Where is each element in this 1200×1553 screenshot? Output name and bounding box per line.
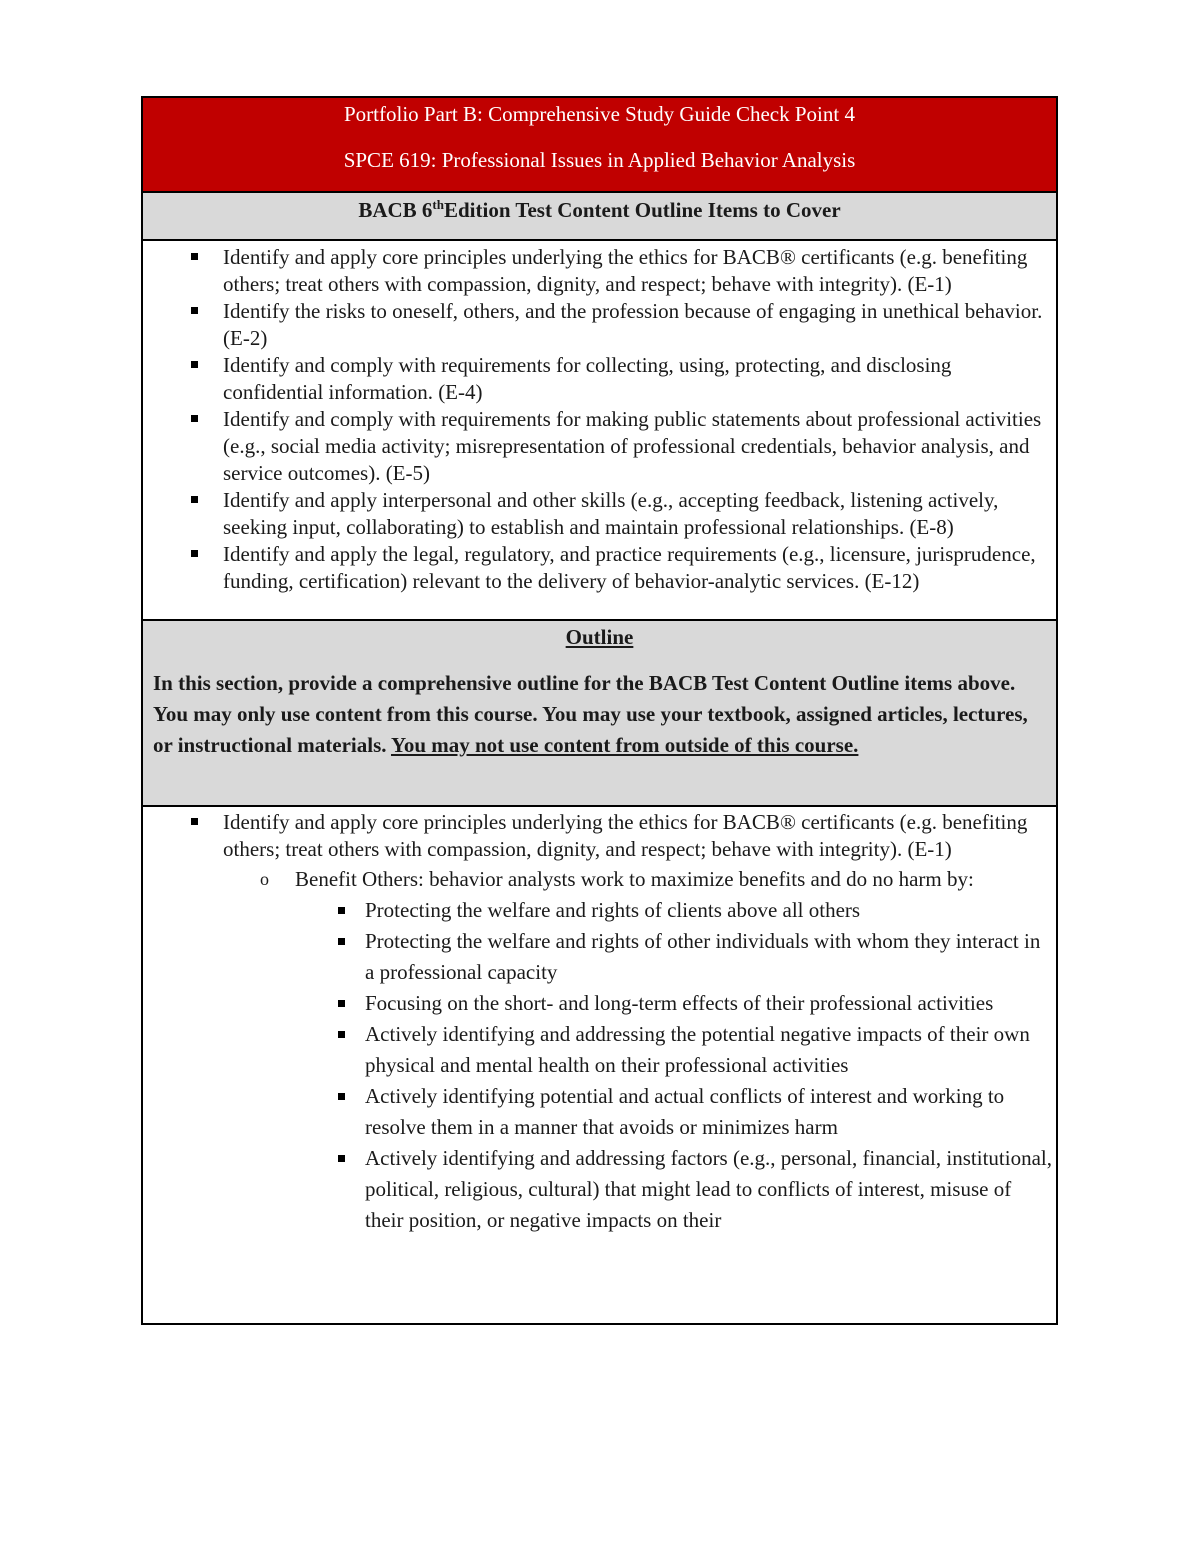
outline-heading-cell (142, 620, 1057, 806)
list-item: Identify and comply with requirements for making public statements about professional activities (e.g., social media activity; misrepresentation of professional credentials, behavior analysis, and service outcomes). (E-5) (143, 406, 1056, 487)
list-item: Identify and apply core principles underlying the ethics for BACB® certificants (e.g. benefiting others; treat others with compassion, dignity, and respect; behave with integrity). (E-1) o Benefit Others: behavior analysts work to maximize benefits and do no harm by: Protecting the welfare and rights of clients above all others Protecting the welfare and rights of other individuals with whom they interact in a professional capacity Focusing on the short- and long-term effects of their professional activities Actively identifying and addressing the potential negative impacts of their own physical and mental health on their professional activities Actively identifying potential and actual conflicts of interest and working to resolve them in a manner that avoids or minimizes harm Actively identifying and addressing factors (e.g., personal, financial, institutional, political, religious, cultural) that might lead to conflicts of interest, misuse of their position, or negative impacts on their (143, 809, 1056, 1236)
content-items-list (143, 244, 1056, 595)
document-title: Portfolio Part B: Comprehensive Study Guide Check Point 4 (344, 102, 855, 126)
circle-bullet-icon: o (260, 869, 269, 889)
outline-body-cell (142, 806, 1057, 1324)
study-guide-table (141, 96, 1058, 1325)
items-heading-cell (142, 192, 1057, 240)
outline-title: Outline (565, 625, 634, 649)
list-item: Identify and apply core principles underlying the ethics for BACB® certificants (e.g. benefiting others; treat others with compassion, dignity, and respect; behave with integrity). (E-1) (143, 244, 1056, 298)
list-item: Protecting the welfare and rights of other individuals with whom they interact in a professional capacity (295, 926, 1052, 988)
list-item: Actively identifying potential and actual conflicts of interest and working to resolve them in a manner that avoids or minimizes harm (295, 1081, 1052, 1143)
items-heading: BACB 6thEdition Test Content Outline Items to Cover (358, 197, 841, 222)
sub-list-item: o Benefit Others: behavior analysts work to maximize benefits and do no harm by: Protecting the welfare and rights of clients above all others Protecting the welfare and rights of other individuals with whom they interact in a professional capacity Focusing on the short- and long-term effects of their professional activities Actively identifying and addressing the potential negative impacts of their own physical and mental health on their professional activities Actively identifying potential and actual conflicts of interest and working to resolve them in a manner that avoids or minimizes harm Actively identifying and addressing factors (e.g., personal, financial, institutional, political, religious, cultural) that might lead to conflicts of interest, misuse of their position, or negative impacts on their (143, 863, 1052, 1236)
outline-list (143, 809, 1056, 1236)
outline-instructions: In this section, provide a comprehensive outline for the BACB Test Content Outline items above. You may only use content from this course. You may use your textbook, assigned articles, lectures, or instructional materials. You may not use content from outside of this course. (153, 671, 1028, 757)
outline-warning: You may not use content from outside of this course. (390, 733, 859, 757)
list-item: Identify and apply interpersonal and other skills (e.g., accepting feedback, listening actively, seeking input, collaborating) to establish and maintain professional relationships. (E-8) (143, 487, 1056, 541)
list-item: Actively identifying and addressing factors (e.g., personal, financial, institutional, political, religious, cultural) that might lead to conflicts of interest, misuse of their position, or negative impacts on their (295, 1143, 1052, 1236)
list-item: Focusing on the short- and long-term effects of their professional activities (295, 988, 1052, 1019)
list-item: Actively identifying and addressing the potential negative impacts of their own physical and mental health on their professional activities (295, 1019, 1052, 1081)
header-cell (142, 97, 1057, 192)
points-list (143, 895, 1052, 1236)
course-title: SPCE 619: Professional Issues in Applied Behavior Analysis (343, 148, 856, 172)
sub-list (143, 863, 1052, 1236)
list-item: Identify and apply the legal, regulatory, and practice requirements (e.g., licensure, jurisprudence, funding, certification) relevant to the delivery of behavior-analytic services. (E-12) (143, 541, 1056, 595)
list-item: Identify and comply with requirements for collecting, using, protecting, and disclosing confidential information. (E-4) (143, 352, 1056, 406)
items-cell (142, 240, 1057, 620)
list-item: Protecting the welfare and rights of clients above all others (295, 895, 1052, 926)
list-item: Identify the risks to oneself, others, and the profession because of engaging in unethical behavior. (E-2) (143, 298, 1056, 352)
